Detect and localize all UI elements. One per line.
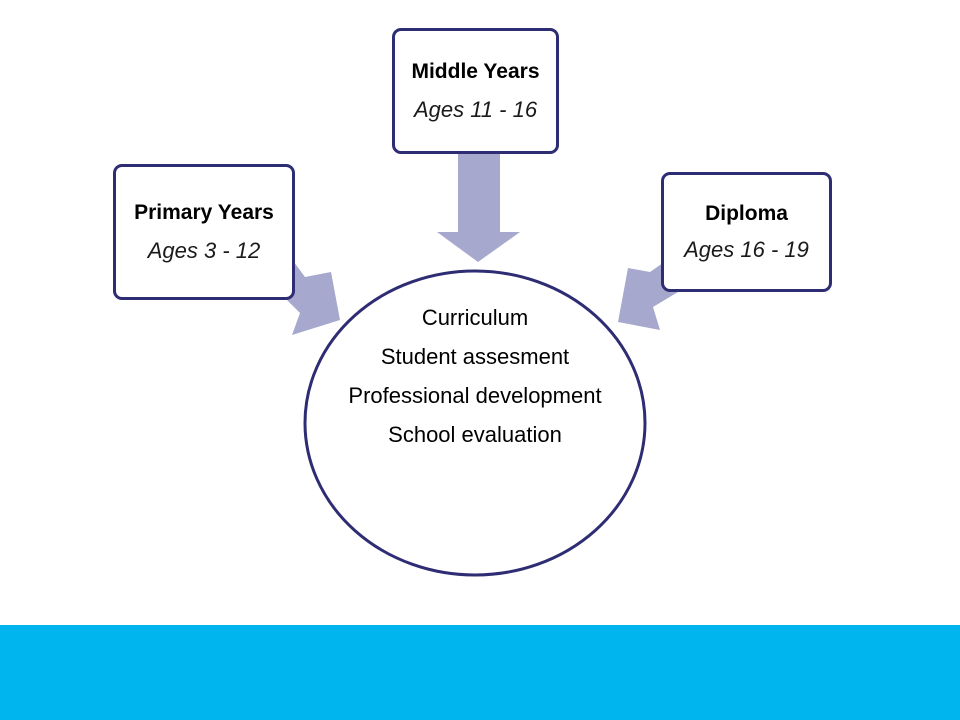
primary-years-ages: Ages 3 - 12 bbox=[147, 237, 261, 263]
middle-years-ages: Ages 11 - 16 bbox=[413, 96, 538, 122]
diploma-box bbox=[661, 172, 832, 292]
middle-years-box bbox=[392, 28, 559, 154]
center-item-professional-development: Professional development bbox=[348, 383, 602, 408]
center-content bbox=[325, 305, 625, 461]
primary-years-box bbox=[113, 164, 295, 300]
primary-years-title: Primary Years bbox=[134, 200, 274, 224]
middle-years-title: Middle Years bbox=[411, 59, 540, 83]
center-item-student-assessment: Student assesment bbox=[380, 344, 570, 369]
diploma-title: Diploma bbox=[705, 201, 788, 225]
arrow-middle-years bbox=[437, 150, 520, 262]
diploma-ages: Ages 16 - 19 bbox=[684, 236, 809, 262]
center-item-school-evaluation: School evaluation bbox=[388, 422, 562, 447]
center-item-curriculum: Curriculum bbox=[421, 305, 529, 330]
footer-accent-bar bbox=[0, 625, 960, 720]
